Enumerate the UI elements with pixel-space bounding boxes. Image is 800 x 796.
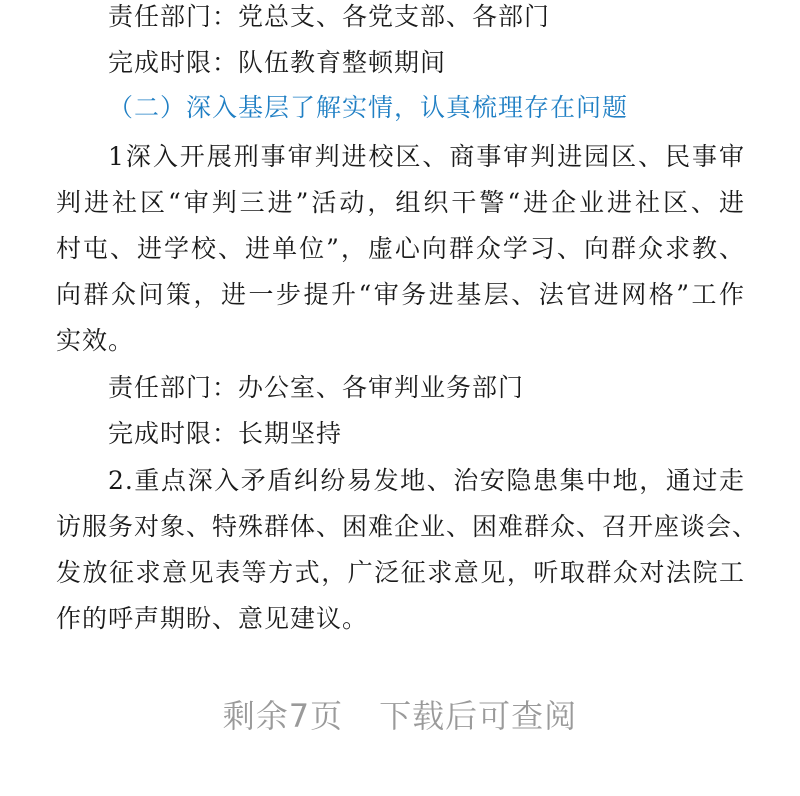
download-to-read-text: 下载后可查阅 — [379, 697, 578, 735]
deadline-line-1: 完成时限：队伍教育整顿期间 — [108, 48, 447, 77]
section-heading: （二）深入基层了解实情，认真梳理存在问题 — [108, 93, 629, 122]
download-prompt[interactable] — [0, 696, 800, 736]
paragraph-2-line-1: 2.重点深入矛盾纠纷易发地、治安隐患集中地，通过走 — [108, 466, 745, 495]
deadline-line-2: 完成时限：长期坚持 — [108, 419, 343, 448]
responsible-dept-line-1: 责任部门：党总支、各党支部、各部门 — [108, 2, 551, 31]
paragraph-2-line-2: 访服务对象、特殊群体、困难企业、困难群众、召开座谈会、 — [56, 512, 759, 541]
responsible-dept-line-2: 责任部门：办公室、各审判业务部门 — [108, 373, 525, 402]
paragraph-2-line-4: 作的呼声期盼、意见建议。 — [56, 604, 369, 633]
paragraph-1-line-3: 村屯、进学校、进单位”，虚心向群众学习、向群众求教、 — [56, 234, 745, 263]
paragraph-1-line-1: 1深入开展刑事审判进校区、商事审判进园区、民事审 — [108, 142, 745, 171]
remaining-pages-text: 剩余7页 — [222, 697, 344, 735]
paragraph-1-line-5: 实效。 — [56, 326, 135, 355]
paragraph-1-line-2: 判进社区“审判三进”活动，组织干警“进企业进社区、进 — [56, 188, 745, 217]
paragraph-2-line-3: 发放征求意见表等方式，广泛征求意见，听取群众对法院工 — [56, 558, 745, 587]
paragraph-1-line-4: 向群众问策，进一步提升“审务进基层、法官进网格”工作 — [56, 280, 745, 309]
